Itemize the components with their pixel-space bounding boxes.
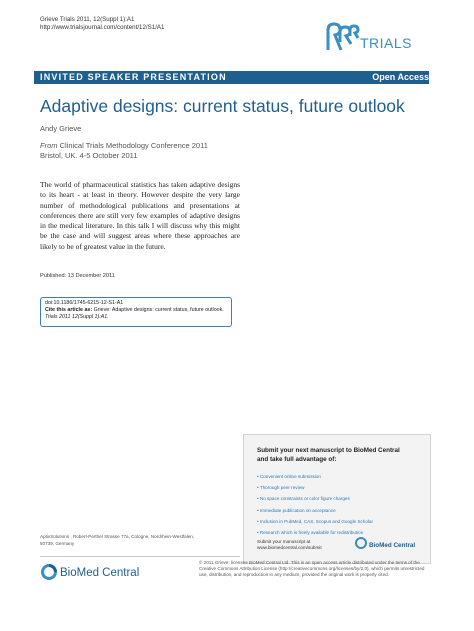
promo-submit-info	[257, 539, 322, 551]
doi[interactable]: doi:10.1186/1745-6215-12-S1-A1	[45, 300, 124, 306]
published-date: Published: 13 December 2011	[40, 273, 115, 279]
promo-benefits-list	[257, 471, 373, 538]
list-item: • Research which is freely available for redistribution	[257, 530, 364, 536]
trials-logo-icon	[320, 22, 360, 57]
publisher-logo-text: BioMed Central	[60, 567, 140, 579]
biomed-central-logo-icon	[40, 563, 58, 586]
cite-label: Cite this article as:	[45, 307, 93, 314]
affiliation-line: 50739, Germany	[40, 540, 75, 546]
author-name: Andy Grieve	[40, 124, 82, 133]
promo-bmc-logo: BioMed Central	[355, 537, 415, 549]
abstract-text: The world of pharmaceutical statistics has taken adaptive designs to its heart - at least in theory. However despite the very large number of methodological publications and presentations at conferences there are still very few examples of adaptive designs in the medical literature. In this talk I will discuss why this might be the case and will suggest areas where these approaches are likely to be of greatest value in the future.	[40, 180, 240, 251]
submit-label: Submit your manuscript at	[257, 539, 311, 544]
bullet-icon: •	[257, 485, 260, 491]
journal-citation-line: Grieve Trials 2011, 12(Suppl 1):A1	[40, 16, 135, 23]
list-item: • Convenient online submission	[257, 474, 321, 479]
divider	[40, 556, 240, 557]
bullet-icon: •	[257, 507, 260, 513]
bullet-icon: •	[257, 530, 260, 536]
list-item: • Thorough peer review	[257, 485, 305, 491]
open-access-label: Open Access	[372, 72, 429, 82]
affiliation-line: AptivSolutions , Robert-Perthel Strasse 77a, Cologne, Nordrhein-Westfalen,	[40, 534, 195, 539]
biomed-central-logo-icon	[355, 537, 367, 549]
promo-heading-line: Submit your next manuscript to BioMed Central	[257, 447, 400, 454]
article-url[interactable]: http://www.trialsjournal.com/content/12/S1/A1	[40, 24, 165, 31]
cite-source: Trials 2011 12(Suppl 1):A1.	[45, 314, 109, 321]
cite-as-line	[45, 307, 230, 321]
citation-box-content	[45, 300, 230, 322]
conference-source	[40, 141, 208, 161]
article-title: Adaptive designs: current status, future outlook	[40, 96, 405, 116]
submit-link[interactable]: www.biomedcentral.com/submit	[257, 545, 322, 550]
from-label: From	[40, 141, 58, 150]
list-item: • Inclusion in PubMed, CAS, Scopus and Google Scholar	[257, 518, 374, 524]
list-item: • Immediate publication on acceptance	[257, 507, 336, 513]
cite-text: Grieve: Adaptive designs: current status, future outlook.	[93, 307, 224, 314]
journal-logo-text: TRIALS	[360, 35, 413, 51]
list-item: • No space constraints or color figure charges	[257, 496, 350, 502]
section-label: INVITED SPEAKER PRESENTATION	[40, 72, 227, 82]
license-text: © 2011 Grieve; licensee BioMed Central Ltd. This is an open access article distributed under the terms of the Creative Commons Attribution License (http://creativecommons.org/licenses/by/2.0), which permits unrestricted use, distribution, and reproduction in any medium, provided the original work is properly cited.	[199, 560, 425, 578]
bullet-icon: •	[257, 496, 260, 502]
promo-heading-line: and take full advantage of:	[257, 455, 337, 463]
bullet-icon: •	[257, 474, 260, 479]
conference-line: From Clinical Trials Methodology Conference 2011	[40, 141, 208, 150]
author-affiliation	[40, 534, 194, 547]
promo-heading	[257, 447, 400, 464]
bullet-icon: •	[257, 518, 260, 524]
conference-location: Bristol, UK. 4-5 October 2011	[40, 151, 138, 160]
